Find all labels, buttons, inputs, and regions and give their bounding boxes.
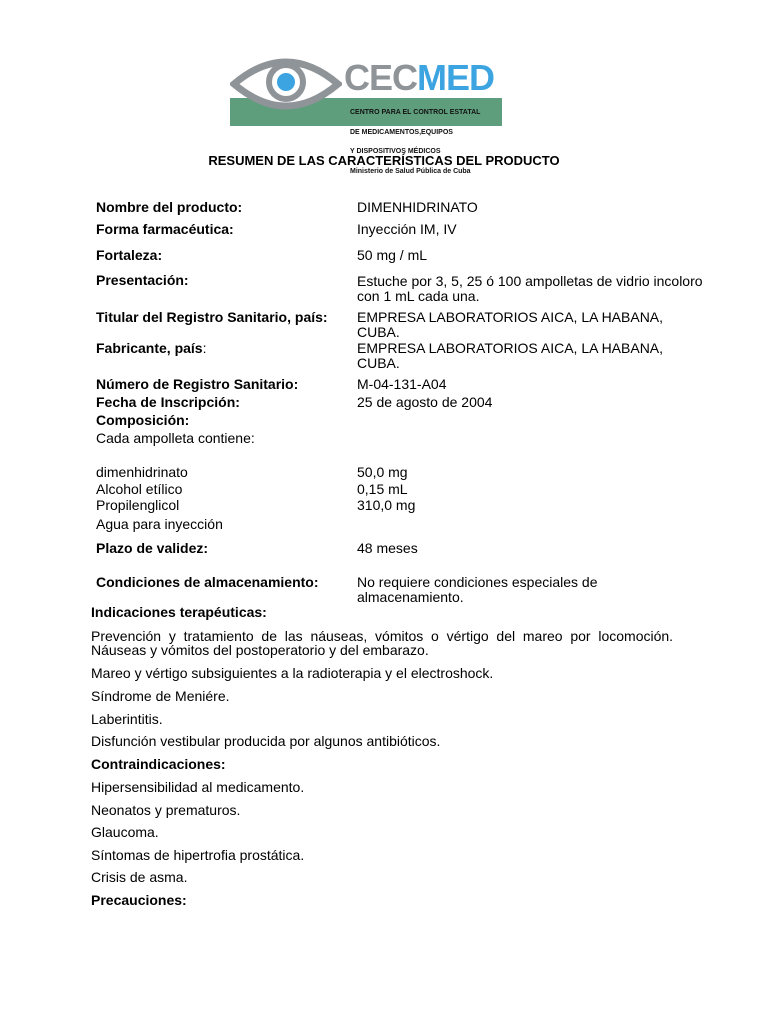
field-value-fabricante-line1: EMPRESA LABORATORIOS AICA, LA HABANA, — [357, 340, 664, 356]
precautions-heading: Precauciones: — [91, 892, 187, 908]
composition-intro: Cada ampolleta contiene: — [96, 430, 255, 446]
field-value-fabricante-line2: CUBA. — [357, 355, 400, 371]
field-label-fabricante — [96, 340, 206, 356]
page-title: RESUMEN DE LAS CARACTERÍSTICAS DEL PRODUCTO — [208, 153, 560, 168]
contraindication-item: Síntomas de hipertrofia prostática. — [91, 847, 305, 863]
field-value-titular-line2: CUBA. — [357, 324, 400, 340]
field-value-registro: M-04-131-A04 — [357, 376, 447, 392]
indication-item: Síndrome de Meniére. — [91, 688, 230, 704]
field-label-fortaleza: Fortaleza: — [96, 247, 163, 263]
logo-subtitle — [350, 97, 480, 188]
eye-logo-icon — [230, 52, 342, 116]
logo-subtitle-line: Ministerio de Salud Pública de Cuba — [350, 167, 471, 175]
composition-item-name: Propilenglicol — [96, 497, 180, 513]
field-label-fecha: Fecha de Inscripción: — [96, 394, 240, 410]
logo-brand-part1: CEC — [344, 57, 418, 98]
field-value-fortaleza: 50 mg / mL — [357, 247, 428, 263]
indication-item: Disfunción vestibular producida por algunos antibióticos. — [91, 733, 441, 749]
composition-item-name: dimenhidrinato — [96, 464, 188, 480]
field-label-nombre: Nombre del producto: — [96, 199, 243, 215]
field-label-registro: Número de Registro Sanitario: — [96, 376, 299, 392]
logo-subtitle-line: Y DISPOSITIVOS MÉDICOS — [350, 148, 441, 155]
field-label-presentacion: Presentación: — [96, 272, 189, 288]
field-value-nombre: DIMENHIDRINATO — [357, 199, 478, 215]
indication-item: Mareo y vértigo subsiguientes a la radioterapia y el electroshock. — [91, 665, 494, 681]
indication-item: Náuseas y vómitos del postoperatorio y del embarazo. — [91, 642, 429, 658]
field-value-presentacion-line1: Estuche por 3, 5, 25 ó 100 ampolletas de vidrio incoloro — [357, 273, 703, 289]
composition-item-amount: 0,15 mL — [357, 481, 408, 497]
logo-subtitle-line: CENTRO PARA EL CONTROL ESTATAL — [350, 109, 481, 116]
field-value-titular-line1: EMPRESA LABORATORIOS AICA, LA HABANA, — [357, 309, 664, 325]
field-label-titular: Titular del Registro Sanitario, país: — [96, 309, 328, 325]
field-value-condiciones-line2: almacenamiento. — [357, 589, 464, 605]
field-value-forma: Inyección IM, IV — [357, 221, 457, 237]
composition-item-amount: 310,0 mg — [357, 497, 416, 513]
field-label-forma: Forma farmacéutica: — [96, 221, 234, 237]
logo-brand-part2: MED — [417, 57, 495, 98]
field-value-fecha: 25 de agosto de 2004 — [357, 394, 493, 410]
contraindication-item: Glaucoma. — [91, 824, 159, 840]
field-label-fabricante-text: Fabricante, país — [96, 340, 203, 356]
composition-item-name: Alcohol etílico — [96, 481, 183, 497]
indication-item: Prevención y tratamiento de las náuseas, vómitos o vértigo del mareo por locomoción. — [91, 628, 674, 644]
indications-heading: Indicaciones terapéuticas: — [91, 604, 267, 620]
composition-item-name: Agua para inyección — [96, 516, 223, 532]
logo-wordmark — [344, 58, 494, 98]
field-label-condiciones: Condiciones de almacenamiento: — [96, 574, 319, 590]
logo-subtitle-line: DE MEDICAMENTOS,EQUIPOS — [350, 128, 453, 136]
field-label-plazo: Plazo de validez: — [96, 540, 209, 556]
field-value-plazo: 48 meses — [357, 540, 418, 556]
contraindications-heading: Contraindicaciones: — [91, 756, 226, 772]
composition-item-amount: 50,0 mg — [357, 464, 408, 480]
field-label-fabricante-colon: : — [202, 340, 207, 356]
indication-item: Laberintitis. — [91, 711, 163, 727]
contraindication-item: Hipersensibilidad al medicamento. — [91, 779, 305, 795]
field-value-presentacion-line2: con 1 mL cada una. — [357, 288, 480, 304]
field-value-condiciones-line1: No requiere condiciones especiales de — [357, 574, 598, 590]
contraindication-item: Crisis de asma. — [91, 869, 188, 885]
contraindication-item: Neonatos y prematuros. — [91, 802, 241, 818]
field-label-composicion: Composición: — [96, 412, 190, 428]
